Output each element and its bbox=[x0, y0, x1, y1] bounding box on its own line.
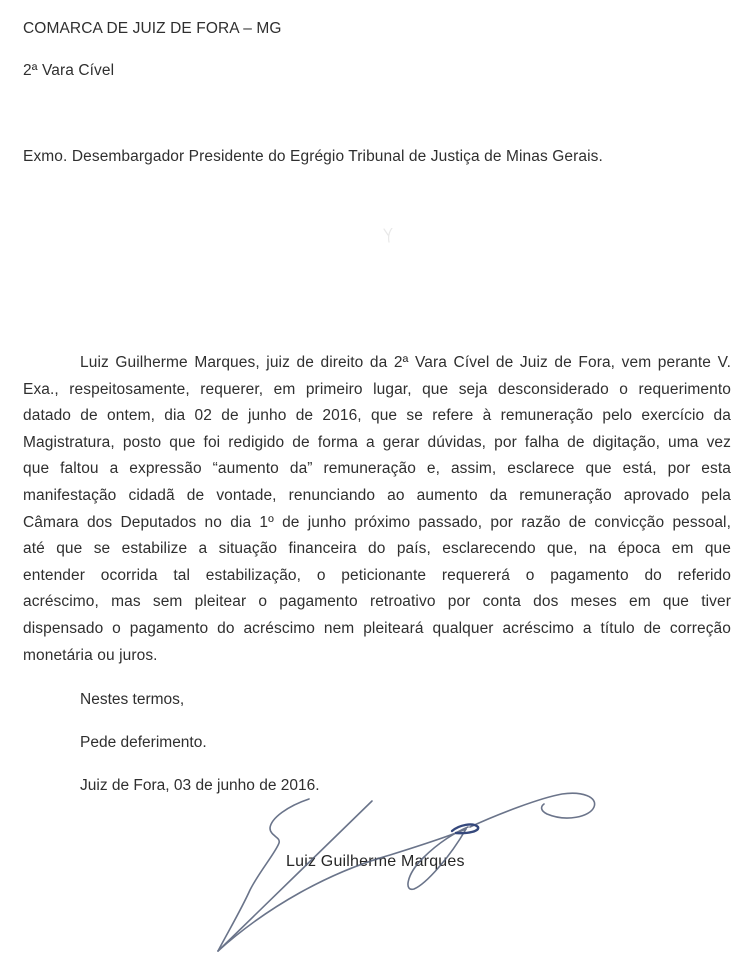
closing-terms-line: Nestes termos, bbox=[80, 691, 185, 708]
body-line: dispensado o pagamento do acréscimo nem pleiteará qualquer acréscimo a título de correção bbox=[23, 619, 731, 637]
signatory-typed-name: Luiz Guilherme Marques bbox=[286, 853, 465, 870]
closing-place-date-line: Juiz de Fora, 03 de junho de 2016. bbox=[80, 777, 320, 794]
body-line: acréscimo, mas sem pleitear o pagamento retroativo por conta dos meses em que tiver bbox=[23, 593, 731, 611]
body-line: Magistratura, posto que foi redigido de forma a gerar dúvidas, por falha de digitação, uma vez bbox=[23, 433, 731, 451]
signature-knot-stroke bbox=[452, 824, 478, 833]
body-line: monetária ou juros. bbox=[23, 646, 158, 664]
petition-body-paragraph bbox=[23, 350, 731, 669]
body-line: Exa., respeitosamente, requerer, em primeiro lugar, que seja desconsiderado o requerimento bbox=[23, 380, 731, 398]
closing-request-line: Pede deferimento. bbox=[80, 734, 207, 751]
handwritten-signature-image bbox=[190, 780, 615, 979]
signature-ink-strokes bbox=[218, 793, 595, 951]
body-line: manifestação cidadã de vontade, renunciando ao aumento da remuneração aprovado pela bbox=[23, 486, 731, 504]
header-division-line: 2ª Vara Cível bbox=[23, 62, 115, 79]
body-line: datado de ontem, dia 02 de junho de 2016, que se refere à remuneração pelo exercício da bbox=[23, 407, 731, 425]
scan-artifact-mark bbox=[383, 228, 395, 243]
header-court-line: COMARCA DE JUIZ DE FORA – MG bbox=[23, 20, 282, 37]
addressee-line: Exmo. Desembargador Presidente do Egrégio Tribunal de Justiça de Minas Gerais. bbox=[23, 148, 603, 165]
body-line: Luiz Guilherme Marques, juiz de direito da 2ª Vara Cível de Juiz de Fora, vem perante V. bbox=[80, 354, 731, 371]
body-line: até que se estabilize a situação financeira do país, esclarecendo que, na época em que bbox=[23, 540, 731, 558]
body-line: que faltou a expressão “aumento da” remuneração e, assim, esclarece que está, por esta bbox=[23, 460, 731, 478]
body-line: Câmara dos Deputados no dia 1º de junho próximo passado, por razão de convicção pessoal, bbox=[23, 513, 731, 531]
body-line: entender ocorrida tal estabilização, o peticionante requererá o pagamento do referido bbox=[23, 566, 731, 584]
